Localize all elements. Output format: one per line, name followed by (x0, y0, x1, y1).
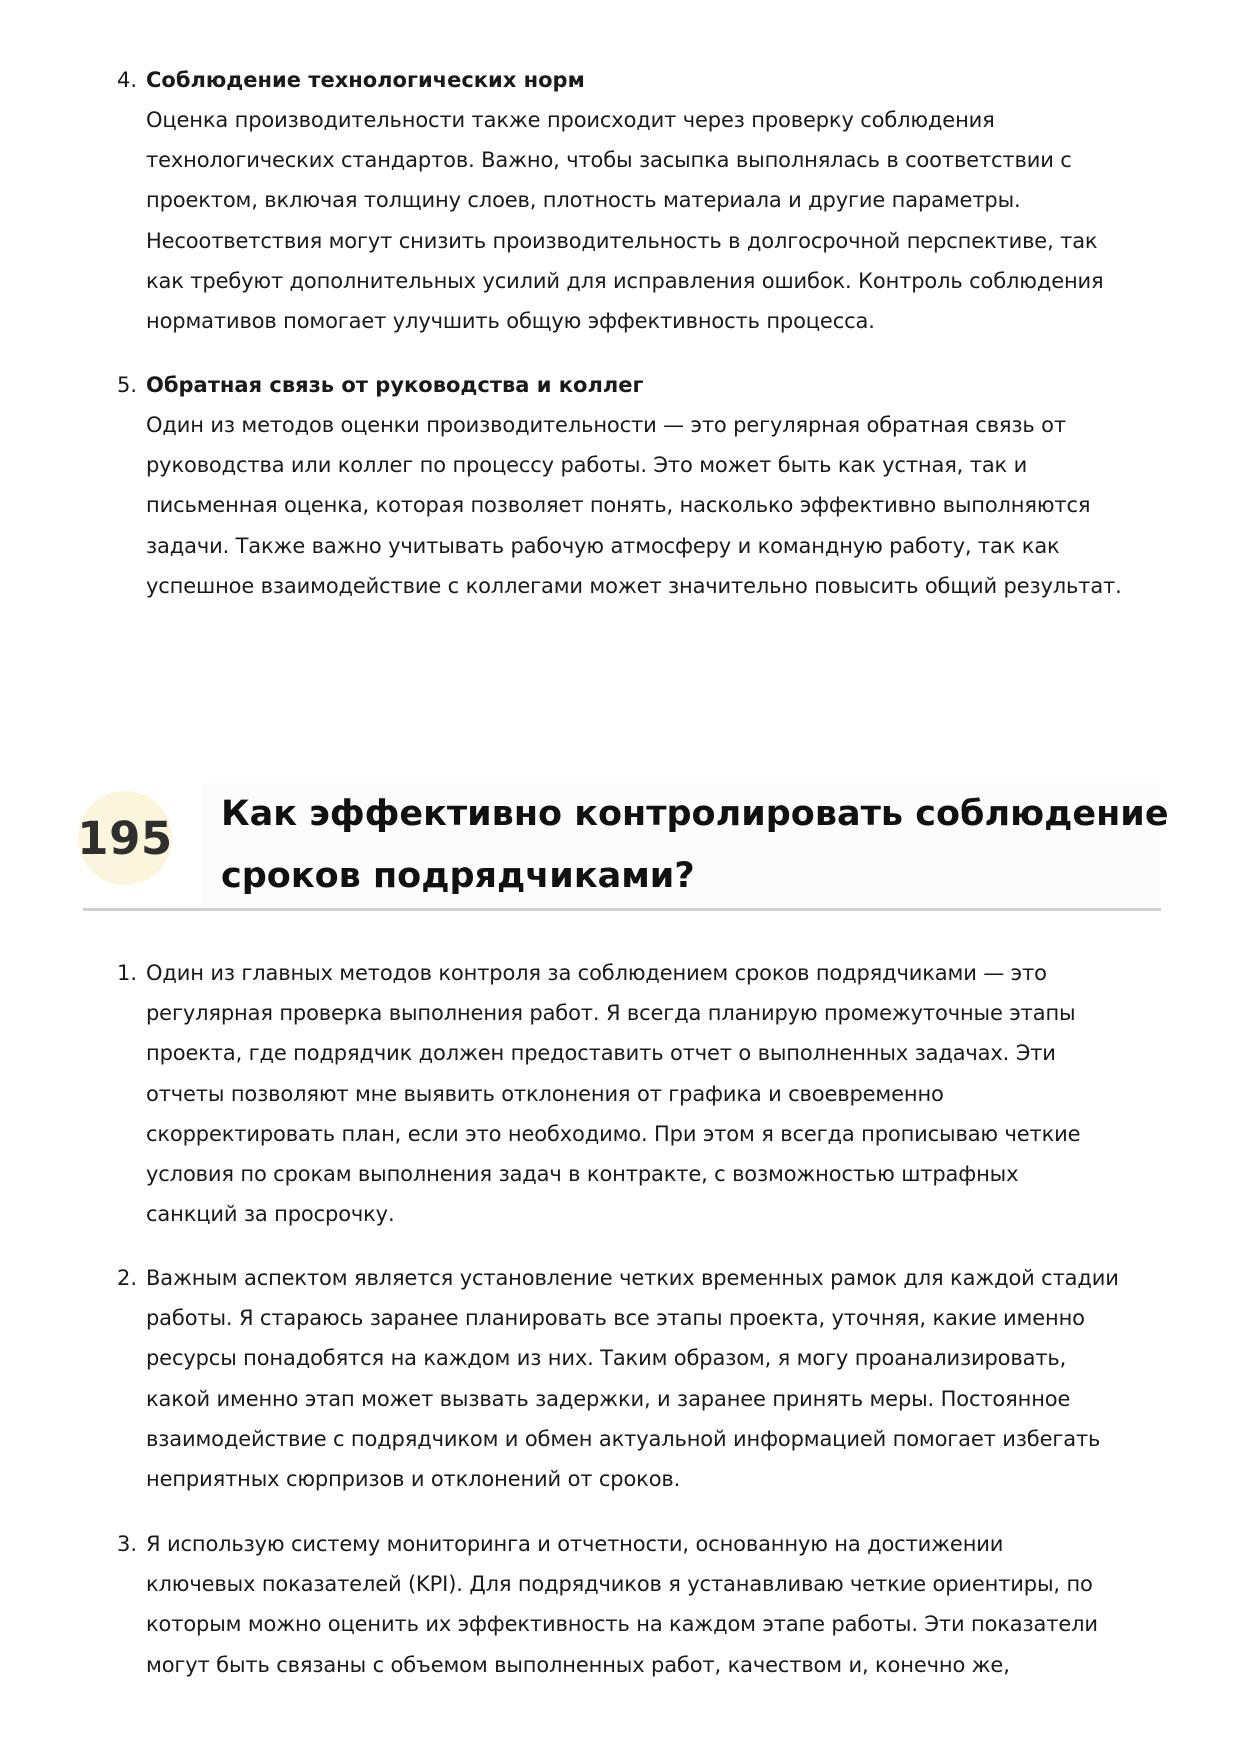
paragraph-line: взаимодействие с подрядчиком и обмен актуальной информацией помогает избегать (146, 1426, 1101, 1451)
list-item-title: Обратная связь от руководства и коллег (146, 373, 644, 397)
paragraph-line: Один из главных методов контроля за соблюдением сроков подрядчиками — это (146, 961, 1047, 985)
paragraph-line: ключевых показателей (KPI). Для подрядчиков я устанавливаю четкие ориентиры, по (146, 1572, 1093, 1597)
paragraph-line: успешное взаимодействие с коллегами может значительно повысить общий результат. (146, 573, 1122, 598)
paragraph-line: технологических стандартов. Важно, чтобы засыпка выполнялась в соответствии с (146, 148, 1072, 173)
paragraph-line: Один из методов оценки производительности — это регулярная обратная связь от (146, 413, 1066, 437)
list-item-number: 2. (117, 1266, 138, 1290)
list-item-title: Соблюдение технологических норм (146, 68, 585, 92)
list-item-number: 3. (117, 1532, 138, 1556)
paragraph-line: проектом, включая толщину слоев, плотность материала и другие параметры. (146, 188, 1021, 213)
question-title-line: сроков подрядчиками? (221, 856, 695, 896)
question-number-badge: 195 (78, 791, 172, 885)
paragraph-line: руководства или коллег по процессу работы. Это может быть как устная, так и (146, 453, 1028, 478)
paragraph-line: скорректировать план, если это необходимо. При этом я всегда прописываю четкие (146, 1121, 1081, 1146)
paragraph-line: неприятных сюрпризов и отклонений от сроков. (146, 1467, 681, 1492)
list-item-body (146, 365, 1176, 606)
paragraph-line: нормативов помогает улучшить общую эффективность процесса. (146, 309, 875, 334)
paragraph-line: Я использую систему мониторинга и отчетности, основанную на достижении (146, 1532, 1004, 1556)
paragraph-line: отчеты позволяют мне выявить отклонения от графика и своевременно (146, 1081, 944, 1106)
list-item-body (146, 953, 1176, 1234)
paragraph-line: какой именно этап может вызвать задержки, и заранее принять меры. Постоянное (146, 1386, 1071, 1411)
paragraph-line: санкций за просрочку. (146, 1202, 395, 1227)
paragraph-line: Оценка производительности также происходит через проверку соблюдения (146, 108, 995, 132)
paragraph-line: работы. Я стараюсь заранее планировать все этапы проекта, уточняя, какие именно (146, 1306, 1085, 1331)
paragraph-line: письменная оценка, которая позволяет понять, насколько эффективно выполняются (146, 493, 1091, 518)
list-item-body (146, 1258, 1176, 1499)
paragraph-line: как требуют дополнительных усилий для исправления ошибок. Контроль соблюдения (146, 268, 1104, 293)
section-divider (83, 908, 1161, 911)
paragraph-line: регулярная проверка выполнения работ. Я всегда планирую промежуточные этапы (146, 1001, 1076, 1026)
paragraph-line: которым можно оценить их эффективность на каждом этапе работы. Эти показатели (146, 1612, 1098, 1637)
paragraph-line: проекта, где подрядчик должен предоставить отчет о выполненных задачах. Эти (146, 1041, 1056, 1066)
list-item-number: 1. (117, 961, 138, 985)
list-item-body (146, 1524, 1176, 1685)
paragraph-line: ресурсы понадобятся на каждом из них. Таким образом, я могу проанализировать, (146, 1346, 1067, 1371)
paragraph-line: Несоответствия могут снизить производительность в долгосрочной перспективе, так (146, 228, 1098, 253)
paragraph-line: Важным аспектом является установление четких временных рамок для каждой стадии (146, 1266, 1119, 1290)
paragraph-line: задачи. Также важно учитывать рабочую атмосферу и командную работу, так как (146, 533, 1060, 558)
question-title-box (201, 783, 1169, 907)
list-item-body (146, 60, 1176, 341)
question-title-line: Как эффективно контролировать соблюдение (221, 794, 1169, 834)
list-item-number: 5. (117, 373, 138, 397)
paragraph-line: условия по срокам выполнения задач в контракте, с возможностью штрафных (146, 1162, 1019, 1187)
list-item-number: 4. (117, 68, 138, 92)
paragraph-line: могут быть связаны с объемом выполненных работ, качеством и, конечно же, (146, 1652, 1010, 1677)
question-title (221, 783, 1169, 907)
